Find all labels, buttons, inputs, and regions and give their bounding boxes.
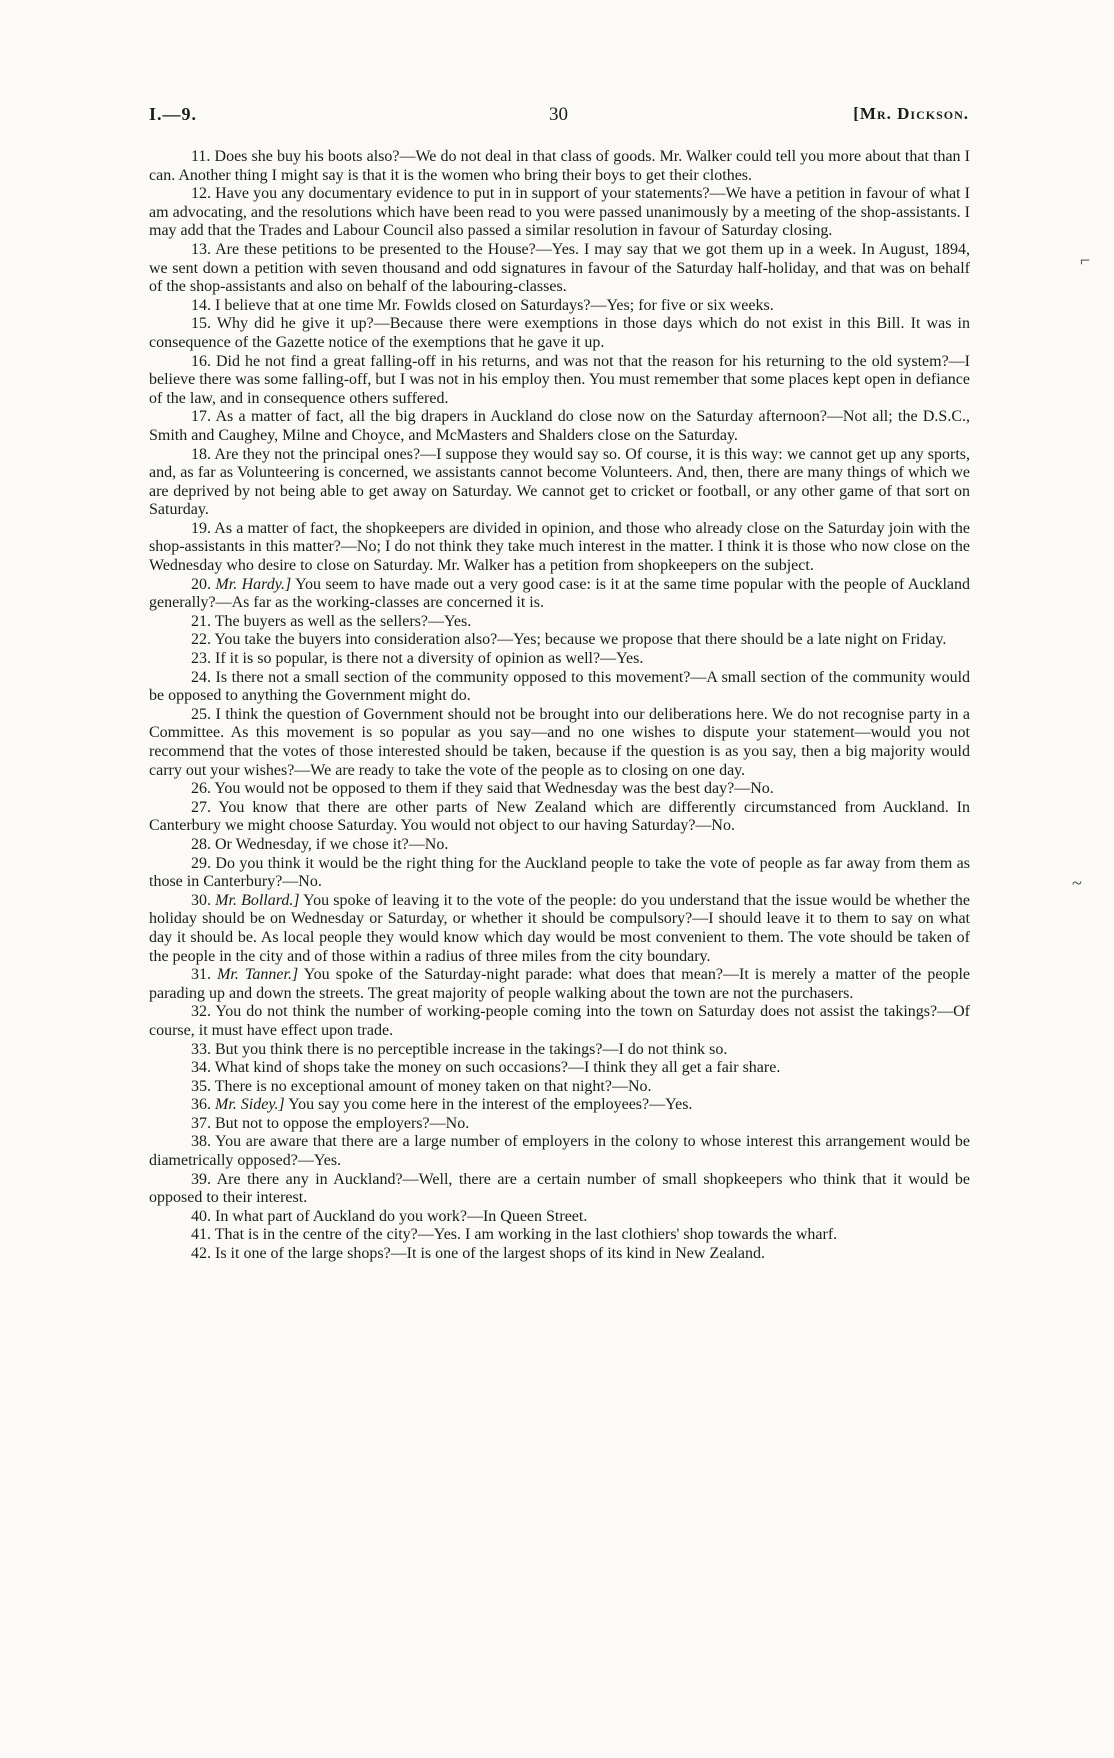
witness-name: [Mr. Dickson.	[853, 104, 969, 123]
question-answer-text: You say you come here in the interest of the employees?—Yes.	[288, 1096, 693, 1114]
margin-mark: ⌐	[1080, 250, 1091, 270]
question-answer-paragraph	[149, 631, 970, 650]
question-answer-text: Are they not the principal ones?—I suppose they would say so. Of course, it is this way: we cannot get up any sports, and, as far as Volunteering is concerned, we assistants cannot become Volunteers. And, then, there are many things of which we are deprived by not being able to get away on Saturday. We cannot get to cricket or football, or any other game of that sort on Saturday.	[149, 445, 970, 519]
question-answer-text: Are there any in Auckland?—Well, there are a certain number of small shopkeepers who think that it would be opposed to their interest.	[149, 1170, 970, 1207]
speaker-name: Mr. Bollard.]	[215, 891, 300, 909]
question-number: 18.	[191, 445, 211, 463]
question-number: 37.	[191, 1114, 211, 1132]
question-answer-paragraph	[149, 780, 970, 799]
question-answer-text: Do you think it would be the right thing for the Auckland people to take the vote of people as far away from them as those in Canterbury?—No.	[149, 854, 971, 891]
question-answer-paragraph	[149, 315, 970, 352]
question-number: 32.	[191, 1003, 211, 1021]
question-number: 13.	[191, 240, 211, 258]
question-answer-paragraph	[149, 1003, 970, 1040]
page-header	[149, 104, 969, 132]
question-answer-text: I think the question of Government should not be brought into our deliberations here. We do not recognise party in a Committee. As this movement is so popular as you say—and no one wishes to dispute your statement—would you not recommend that the votes of those interested should be taken, because if the question is as you say, then a big majority would carry out your wishes?—We are ready to take the vote of the people as to closing on one day.	[149, 705, 971, 779]
margin-mark: ~	[1072, 873, 1082, 893]
question-number: 38.	[191, 1133, 211, 1151]
question-answer-paragraph	[149, 353, 970, 409]
speaker-name: Mr. Sidey.]	[215, 1096, 285, 1114]
question-answer-text: You do not think the number of working-people coming into the town on Saturday does not assist the takings?—Of course, it must have effect upon trade.	[149, 1003, 971, 1039]
evidence-body	[149, 148, 970, 1264]
question-number: 12.	[191, 185, 211, 203]
question-answer-paragraph	[149, 706, 970, 780]
question-answer-text: I believe that at one time Mr. Fowlds closed on Saturdays?—Yes; for five or six weeks.	[215, 296, 774, 314]
question-number: 14.	[191, 296, 211, 314]
question-number: 29.	[191, 854, 211, 872]
question-answer-text: If it is so popular, is there not a diversity of opinion as well?—Yes.	[215, 650, 644, 668]
question-answer-text: Is there not a small section of the community opposed to this movement?—A small section of the community would be opposed to anything the Government might do.	[149, 668, 971, 705]
question-answer-paragraph	[149, 408, 970, 445]
question-answer-text: You are aware that there are a large number of employers in the colony to whose interest this arrangement would be diametrically opposed?—Yes.	[149, 1133, 970, 1170]
question-answer-paragraph	[149, 241, 970, 297]
question-number: 17.	[191, 408, 211, 426]
question-answer-text: You would not be opposed to them if they said that Wednesday was the best day?—No.	[214, 780, 774, 798]
question-answer-paragraph	[149, 855, 970, 892]
question-answer-paragraph	[149, 520, 970, 576]
question-answer-text: You spoke of leaving it to the vote of the people: do you understand that the issue would be whether the holiday should be on Wednesday or Saturday, or whether it should be compulsory?—I should leave it to them to say on what day it should be. As local people they would know which day would be most convenient to them. The vote should be taken of the people in the city and of those within a radius of three miles from the city boundary.	[149, 891, 971, 965]
question-answer-text: As a matter of fact, all the big drapers in Auckland do close now on the Saturday afternoon?—Not all; the D.S.C., Smith and Caughey, Milne and Choyce, and McMasters and Shalders close on the Saturday.	[149, 408, 970, 444]
question-answer-paragraph	[149, 1171, 970, 1208]
question-number: 35.	[191, 1077, 211, 1095]
question-number: 31.	[191, 966, 211, 984]
question-answer-paragraph	[149, 576, 970, 613]
question-answer-text: There is no exceptional amount of money taken on that night?—No.	[214, 1077, 652, 1095]
question-answer-text: You spoke of the Saturday-night parade: what does that mean?—It is merely a matter of the people parading up and down the streets. The great majority of people walking about the town are not the purchasers.	[149, 966, 971, 1002]
question-answer-paragraph	[149, 185, 970, 241]
question-answer-text: You seem to have made out a very good case: is it at the same time popular with the people of Auckland generally?—As far as the working-classes are concerned it is.	[149, 575, 971, 612]
question-answer-paragraph	[149, 446, 970, 520]
question-answer-paragraph	[149, 1133, 970, 1170]
question-answer-paragraph	[149, 1245, 970, 1264]
question-answer-paragraph	[149, 1208, 970, 1227]
question-answer-text: Did he not find a great falling-off in his returns, and was not that the reason for his returning to the old system?—I believe there was some falling-off, but I was not in his employ then. You must remember that some places kept open in defiance of the law, and in consequence others suffered.	[149, 352, 971, 407]
question-answer-paragraph	[149, 1078, 970, 1097]
question-number: 39.	[191, 1170, 211, 1188]
question-answer-text: The buyers as well as the sellers?—Yes.	[214, 612, 472, 630]
question-answer-text: You take the buyers into consideration also?—Yes; because we propose that there should be a late night on Friday.	[214, 631, 947, 649]
question-answer-text: But not to oppose the employers?—No.	[215, 1114, 470, 1132]
question-number: 36.	[191, 1096, 211, 1114]
question-number: 11.	[191, 148, 211, 165]
question-answer-text: You know that there are other parts of New Zealand which are differently circumstanced from Auckland. In Canterbury we might choose Saturday. You would not object to our having Saturday?—No.	[149, 798, 971, 835]
question-answer-paragraph	[149, 799, 970, 836]
question-number: 34.	[191, 1059, 211, 1077]
question-answer-text: What kind of shops take the money on such occasions?—I think they all get a fair share.	[214, 1059, 781, 1077]
question-number: 21.	[191, 612, 211, 630]
question-answer-paragraph	[149, 1226, 970, 1245]
question-number: 28.	[191, 835, 211, 853]
question-answer-paragraph	[149, 1096, 970, 1115]
question-answer-paragraph	[149, 650, 970, 669]
question-answer-paragraph	[149, 1059, 970, 1078]
question-answer-paragraph	[149, 1041, 970, 1060]
question-answer-text: Or Wednesday, if we chose it?—No.	[215, 835, 449, 853]
question-answer-paragraph	[149, 148, 970, 185]
question-number: 19.	[191, 519, 211, 537]
question-answer-paragraph	[149, 892, 970, 966]
question-number: 41.	[191, 1226, 211, 1244]
question-answer-paragraph	[149, 966, 970, 1003]
page-number: 30	[549, 104, 568, 125]
question-number: 33.	[191, 1040, 211, 1058]
question-answer-text: Is it one of the large shops?—It is one of the largest shops of its kind in New Zealand.	[215, 1245, 765, 1263]
question-number: 26.	[191, 780, 211, 798]
question-answer-text: That is in the centre of the city?—Yes. I am working in the last clothiers' shop towards the wharf.	[214, 1226, 838, 1244]
question-number: 15.	[191, 315, 211, 333]
question-answer-text: But you think there is no perceptible increase in the takings?—I do not think so.	[215, 1040, 728, 1058]
question-number: 27.	[191, 798, 211, 816]
question-answer-text: Does she buy his boots also?—We do not deal in that class of goods. Mr. Walker could tell you more about that than I can. Another thing I might say is that it is the women who bring their boys to get their clothes.	[149, 148, 970, 184]
question-number: 16.	[191, 352, 211, 370]
question-number: 20.	[191, 575, 211, 593]
question-answer-text: Why did he give it up?—Because there were exemptions in those days which do not exist in this Bill. It was in consequence of the Gazette notice of the exemptions that he gave it up.	[149, 315, 970, 351]
speaker-name: Mr. Hardy.]	[215, 575, 292, 593]
question-number: 25.	[191, 705, 211, 723]
question-number: 42.	[191, 1245, 211, 1263]
question-number: 24.	[191, 668, 211, 686]
paper-reference: I.—9.	[149, 104, 198, 124]
speaker-name: Mr. Tanner.]	[217, 966, 299, 984]
question-answer-paragraph	[149, 613, 970, 632]
question-answer-text: As a matter of fact, the shopkeepers are divided in opinion, and those who already close on the Saturday join with the shop-assistants in this matter?—No; I do not think they take much interest in the matter. I think it is those who now close on the Wednesday who desire to close on Saturday. Mr. Walker has a petition from shopkeepers on the subject.	[149, 519, 971, 575]
question-answer-paragraph	[149, 1115, 970, 1134]
question-number: 22.	[191, 631, 211, 649]
question-answer-paragraph	[149, 297, 970, 316]
question-number: 30.	[191, 891, 211, 909]
question-answer-paragraph	[149, 836, 970, 855]
question-answer-text: Have you any documentary evidence to put in in support of your statements?—We have a petition in favour of what I am advocating, and the resolutions which have been read to you were passed unanimously by a meeting of the shop-assistants. I may add that the Trades and Labour Council also passed a similar resolution in favour of Saturday closing.	[149, 185, 970, 240]
question-number: 23.	[191, 650, 211, 668]
question-number: 40.	[191, 1207, 211, 1225]
question-answer-paragraph	[149, 669, 970, 706]
question-answer-text: Are these petitions to be presented to the House?—Yes. I may say that we got them up in a week. In August, 1894, we sent down a petition with seven thousand and odd signatures in favour of the Saturday half-holiday, and that was on behalf of the shop-assistants and also on behalf of the labouring-classes.	[149, 240, 971, 296]
question-answer-text: In what part of Auckland do you work?—In Queen Street.	[215, 1207, 588, 1225]
